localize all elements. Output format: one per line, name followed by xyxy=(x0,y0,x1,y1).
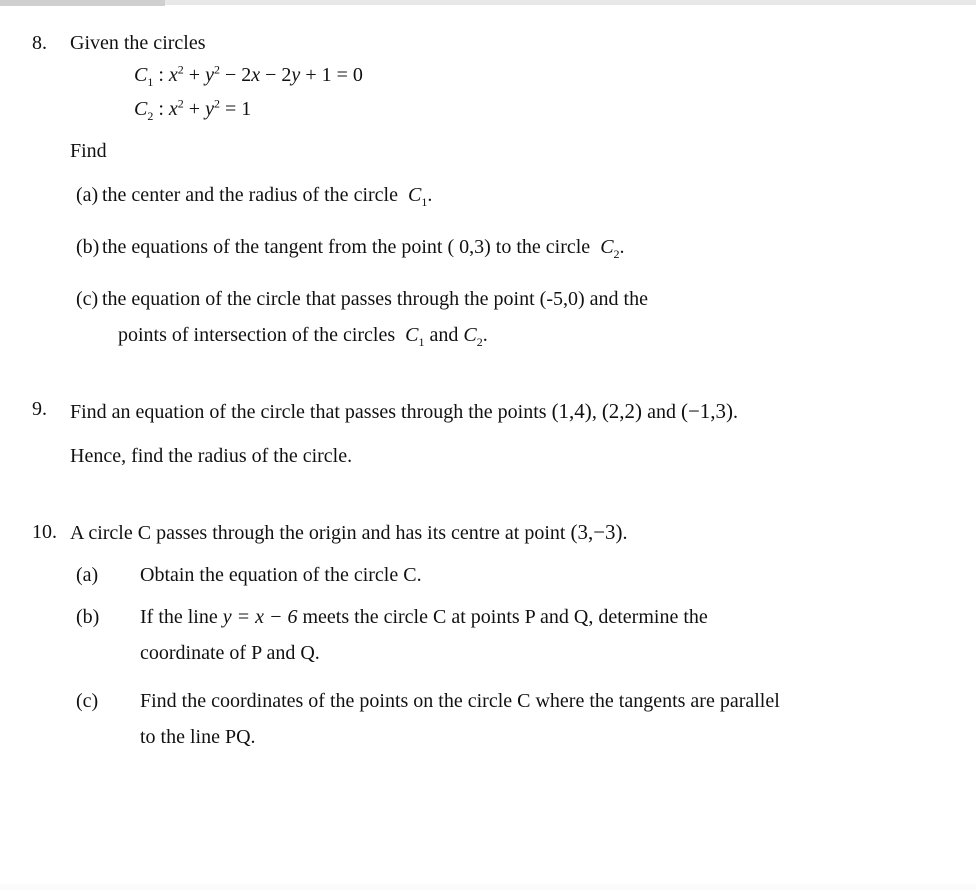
problem-8-equation-1: $C_1$ : $x^2 + y^2 - 2x - 2y + 1 = 0$ xyxy=(134,62,363,89)
problem-8-part-c-period: . xyxy=(482,324,488,346)
problem-10-part-a-label: (a) xyxy=(76,564,99,586)
problem-10-intro xyxy=(70,517,916,548)
problem-8-part-c-symbol-2: C xyxy=(463,324,477,346)
problem-10-intro-before: A circle C passes through the origin and has its centre at point xyxy=(70,522,566,544)
problem-9 xyxy=(0,394,976,473)
problem-8-part-c-cont-mid: and xyxy=(429,324,459,346)
problem-8-part-b-symbol: C xyxy=(600,236,614,258)
problem-8 xyxy=(0,28,976,350)
problem-9-line-1 xyxy=(70,394,916,429)
problem-8-parts xyxy=(70,180,916,350)
problem-9-sep-1: , xyxy=(591,401,597,423)
problem-8-part-c xyxy=(70,284,916,314)
problem-8-part-a-body: the center and the radius of the circle xyxy=(102,184,398,206)
problem-10-part-c xyxy=(70,686,916,716)
problem-8-part-b xyxy=(70,232,916,262)
problem-8-part-a-symbol: C xyxy=(407,184,422,206)
problem-9-text-before: Find an equation of the circle that passes through the points xyxy=(70,401,547,423)
problem-10-intro-after: . xyxy=(622,522,628,544)
problem-8-part-c-symbol-1-sub: 1 xyxy=(418,335,425,349)
scan-edge-segment-right xyxy=(165,0,976,5)
problem-8-part-b-period: . xyxy=(619,236,625,258)
problem-8-find-label: Find xyxy=(70,140,107,162)
problem-10-part-a xyxy=(70,560,916,590)
problem-10-part-b-label: (b) xyxy=(76,606,100,628)
scan-top-edge xyxy=(0,0,976,10)
problem-9-point-3: (−1,3) xyxy=(680,399,734,423)
problem-10-part-b-equation: y = x − 6 xyxy=(222,606,298,628)
spacer-after-problem-9 xyxy=(0,473,976,517)
problem-8-part-b-symbol-sub: 2 xyxy=(613,247,620,261)
problem-8-part-a xyxy=(70,180,916,210)
problem-8-number: 8. xyxy=(32,32,47,54)
problem-10 xyxy=(0,517,976,752)
problem-8-part-a-symbol-sub: 1 xyxy=(421,195,428,209)
problem-10-number: 10. xyxy=(32,521,57,543)
problem-10-part-c-text: Find the coordinates of the points on the circle C where the tangents are parallel xyxy=(140,690,780,712)
problem-9-sep-3: . xyxy=(733,401,739,423)
problem-8-part-c-cont-before: points of intersection of the circles xyxy=(118,324,396,346)
document-content xyxy=(0,28,976,752)
problem-10-part-b-continuation: coordinate of P and Q. xyxy=(140,642,320,664)
problem-8-part-c-body: the equation of the circle that passes through the point (-5,0) and the xyxy=(102,288,648,310)
problem-10-part-c-label: (c) xyxy=(76,690,99,712)
problem-8-intro: Given the circles xyxy=(70,32,206,54)
problem-9-number: 9. xyxy=(32,398,47,420)
problem-9-point-1: (1,4) xyxy=(551,399,592,423)
problem-8-equation-2: $C_2$ : $x^2 + y^2 = 1$ xyxy=(134,96,252,123)
problem-10-part-b-after: meets the circle C at points P and Q, determine the xyxy=(302,606,708,628)
problem-10-part-a-text: Obtain the equation of the circle C. xyxy=(140,564,422,586)
problem-8-part-c-label: (c) xyxy=(76,288,99,310)
problem-8-part-b-text xyxy=(102,232,916,262)
problem-10-part-b-before: If the line xyxy=(140,606,218,628)
problem-10-part-c-continuation: to the line PQ. xyxy=(140,726,256,748)
problem-10-part-b xyxy=(70,602,916,632)
scan-edge-segment-left xyxy=(0,0,165,6)
problem-9-line-2: Hence, find the radius of the circle. xyxy=(70,445,353,467)
problem-9-sep-2: and xyxy=(647,401,676,423)
problem-8-part-a-label: (a) xyxy=(76,184,99,206)
problem-8-part-c-text xyxy=(102,284,916,314)
problem-8-part-a-text xyxy=(102,180,916,210)
spacer-after-problem-8 xyxy=(0,350,976,394)
problem-8-part-b-label: (b) xyxy=(76,236,100,258)
problem-8-part-b-body: the equations of the tangent from the point ( 0,3) to the circle xyxy=(102,236,591,258)
problem-8-part-c-continuation xyxy=(118,320,916,350)
problem-10-part-b-text xyxy=(140,602,916,632)
problem-8-part-c-symbol-2-sub: 2 xyxy=(476,335,483,349)
problem-8-part-c-symbol-1: C xyxy=(405,324,419,346)
problem-8-part-a-period: . xyxy=(427,184,433,206)
problem-9-point-2: (2,2) xyxy=(601,399,643,423)
problem-10-centre-point: (3,−3) xyxy=(570,520,623,544)
scan-bottom-edge xyxy=(0,884,976,890)
